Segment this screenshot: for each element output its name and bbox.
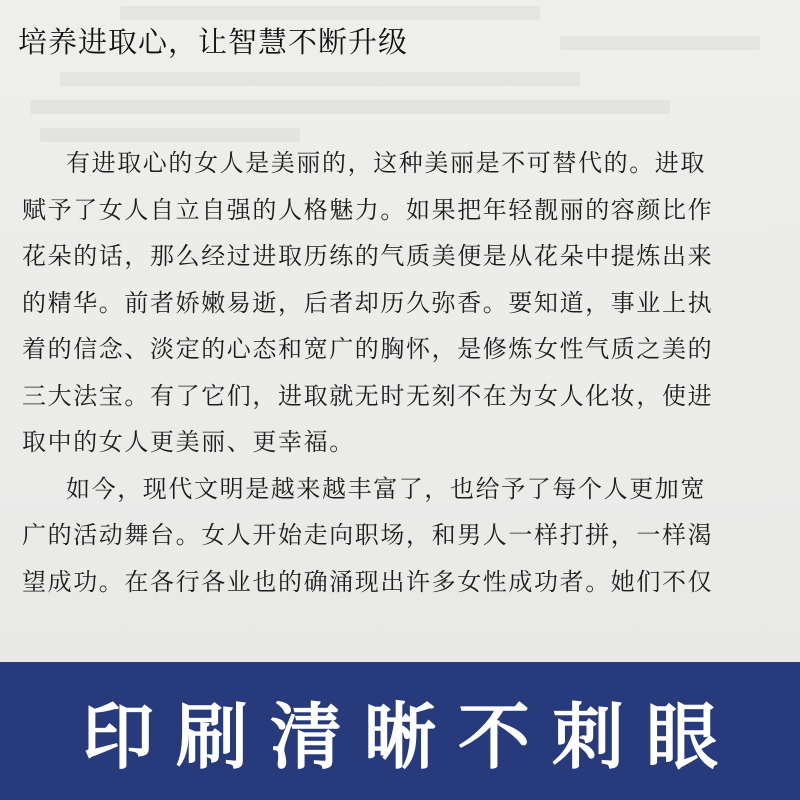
paragraph-line: 取中的女人更美丽、更幸福。 <box>22 428 355 456</box>
paragraph-line: 望成功。在各行各业也的确涌现出许多女性成功者。她们不仅 <box>22 567 714 596</box>
promo-banner <box>0 662 800 800</box>
paragraph-line: 着的信念、淡定的心态和宽广的胸怀，是修炼女性气质之美的 <box>22 335 714 363</box>
paragraph-line: 三大法宝。有了它们，进取就无时无刻不在为女人化妆，使进 <box>22 381 714 410</box>
body-text <box>22 140 762 605</box>
paragraph-line: 广的活动舞台。女人开始走向职场，和男人一样打拼，一样渴 <box>22 521 714 549</box>
paragraph-line: 如今，现代文明是越来越丰富了，也给予了每个人更加宽 <box>66 474 706 503</box>
paragraph-line: 的精华。前者娇嫩易逝，后者却历久弥香。要知道，事业上执 <box>22 288 714 317</box>
paragraph-line: 赋予了女人自立自强的人格魅力。如果把年轻靓丽的容颜比作 <box>22 195 714 224</box>
banner-text: 印刷清晰不刺眼 <box>81 695 740 779</box>
paragraph-line: 有进取心的女人是美丽的，这种美丽是不可替代的。进取 <box>66 149 706 177</box>
section-heading: 培养进取心，让智慧不断升级 <box>18 25 409 59</box>
paragraph-line: 花朵的话，那么经过进取历练的气质美便是从花朵中提炼出来 <box>22 242 714 270</box>
